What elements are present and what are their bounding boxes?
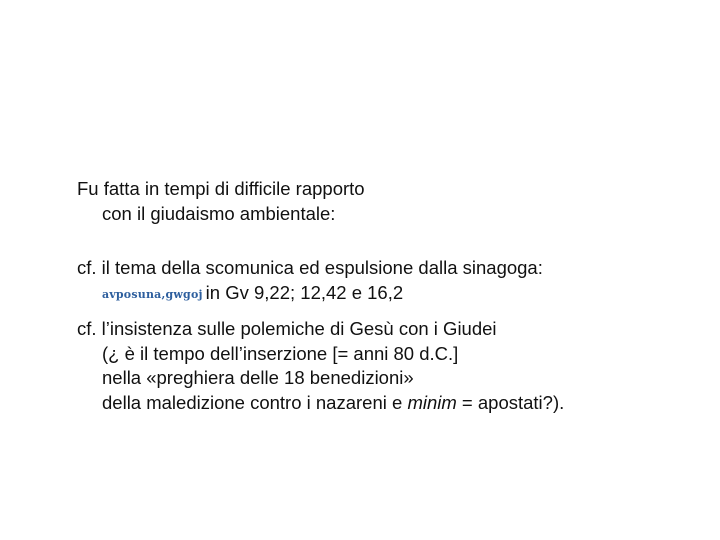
text-fragment: della maledizione contro i nazareni e — [102, 391, 408, 413]
paragraph-context — [77, 177, 365, 226]
text-line: (¿ è il tempo dell’inserzione [= anni 80 d.C.] — [102, 342, 459, 364]
text-line: cf. l’insistenza sulle polemiche di Gesù con i Giudei — [77, 318, 497, 339]
text-line: cf. il tema della scomunica ed espulsione dalla sinagoga: — [77, 257, 543, 278]
paragraph-excommunication — [77, 256, 543, 305]
text-line — [77, 391, 564, 416]
text-line: nella «preghiera delle 18 benedizioni» — [102, 367, 414, 388]
text-line: Fu fatta in tempi di difficile rapporto — [77, 178, 365, 199]
gospel-references: in Gv 9,22; 12,42 e 16,2 — [205, 281, 404, 303]
paragraph-polemics — [77, 317, 564, 415]
text-line — [77, 281, 543, 306]
text-line: con il giudaismo ambientale: — [102, 202, 336, 224]
italic-term: minim — [407, 391, 457, 413]
text-fragment: = apostati?). — [456, 391, 565, 413]
greek-term: avposuna,gwgoj — [102, 287, 203, 301]
